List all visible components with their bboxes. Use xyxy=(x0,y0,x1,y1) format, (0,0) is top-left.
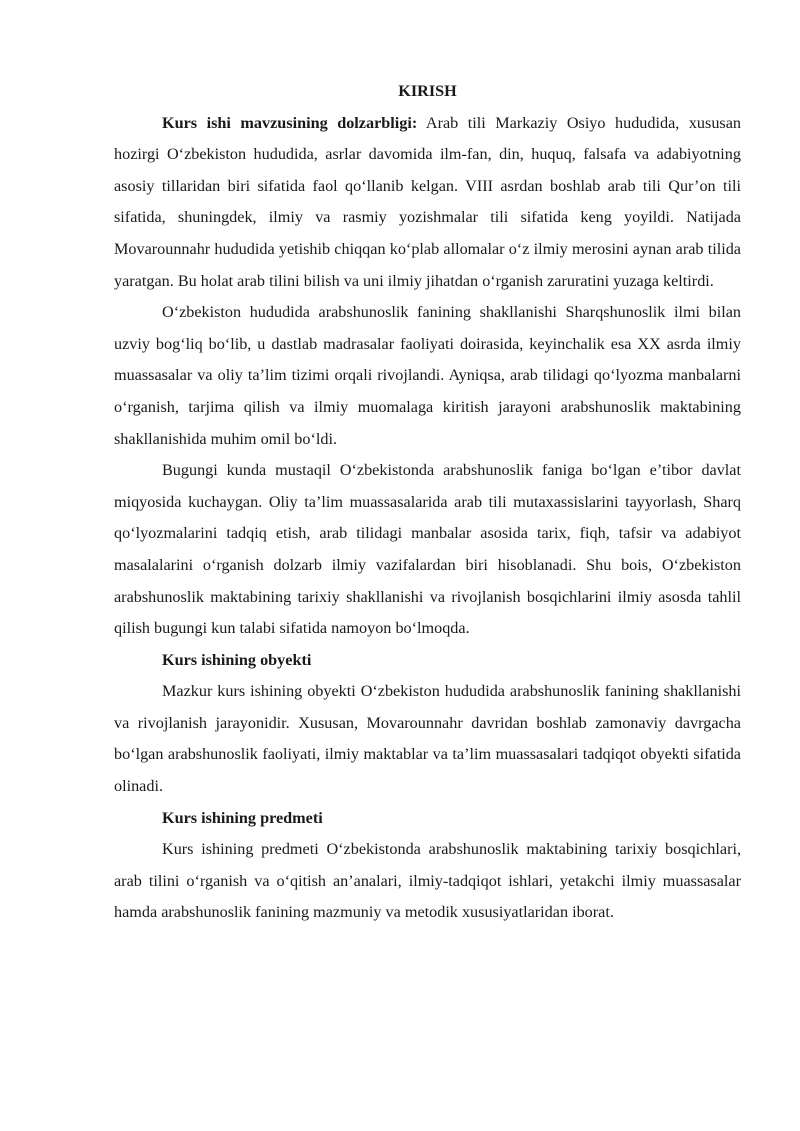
intro-paragraph xyxy=(114,108,741,298)
paragraph-today: Bugungi kunda mustaqil O‘zbekistonda arabshunoslik faniga bo‘lgan e’tibor davlat miqyosida kuchaygan. Oliy ta’lim muassasalarida arab tili mutaxassislarini tayyorlash, Sharq qo‘lyozmalarini tadqiq etish, arab tilidagi manbalar asosida tarix, fiqh, tafsir va adabiyot masalalarini o‘rganish dolzarb ilmiy vazifalardan biri hisoblanadi. Shu bois, O‘zbekiston arabshunoslik maktabining tarixiy shakllanishi va rivojlanish bosqichlarini ilmiy asosda tahlil qilish bugungi kun talabi sifatida namoyon bo‘lmoqda. xyxy=(114,461,741,638)
page-title: KIRISH xyxy=(398,82,457,100)
intro-lead: Kurs ishi mavzusining dolzarbligi: xyxy=(162,113,418,132)
document-body xyxy=(114,76,741,929)
object-heading: Kurs ishining obyekti xyxy=(162,650,312,669)
object-paragraph: Mazkur kurs ishining obyekti O‘zbekiston hududida arabshunoslik fanining shakllanishi va rivojlanish jarayonidir. Xususan, Movarounnahr davridan boshlab zamonaviy davrgacha bo‘lgan arabshunoslik faoliyati, ilmiy maktablar va ta’lim muassasalari tadqiqot obyekti sifatida olinadi. xyxy=(114,682,741,796)
intro-text: Arab tili Markaziy Osiyo hududida, xususan hozirgi O‘zbekiston hududida, asrlar davomida ilm-fan, din, huquq, falsafa va adabiyotning asosiy tillaridan biri sifatida faol qo‘llanib kelgan. VIII asrdan boshlab arab tili Qur’on tili sifatida, shuningdek, ilmiy va rasmiy yozishmalar tili sifatida keng yoyildi. Natijada Movarounnahr hududida yetishib chiqqan ko‘plab allomalar o‘z ilmiy merosini aynan arab tilida yaratgan. Bu holat arab tilini bilish va uni ilmiy jihatdan o‘rganish zaruratini yuzaga keltirdi. xyxy=(114,113,741,290)
subject-heading: Kurs ishining predmeti xyxy=(162,808,323,827)
subject-paragraph: Kurs ishining predmeti O‘zbekistonda arabshunoslik maktabining tarixiy bosqichlari, arab tilini o‘rganish va o‘qitish an’analari, ilmiy-tadqiqot ishlari, yetakchi ilmiy muassasalar hamda arabshunoslik fanining mazmuniy va metodik xususiyatlaridan iborat. xyxy=(114,840,741,922)
paragraph-history: O‘zbekiston hududida arabshunoslik fanining shakllanishi Sharqshunoslik ilmi bilan uzviy bog‘liq bo‘lib, u dastlab madrasalar faoliyati doirasida, keyinchalik esa XX asrda ilmiy muassasalar va oliy ta’lim tizimi orqali rivojlandi. Ayniqsa, arab tilidagi qo‘lyozma manbalarni o‘rganish, tarjima qilish va ilmiy muomalaga kiritish jarayoni arabshunoslik maktabining shakllanishida muhim omil bo‘ldi. xyxy=(114,303,741,448)
